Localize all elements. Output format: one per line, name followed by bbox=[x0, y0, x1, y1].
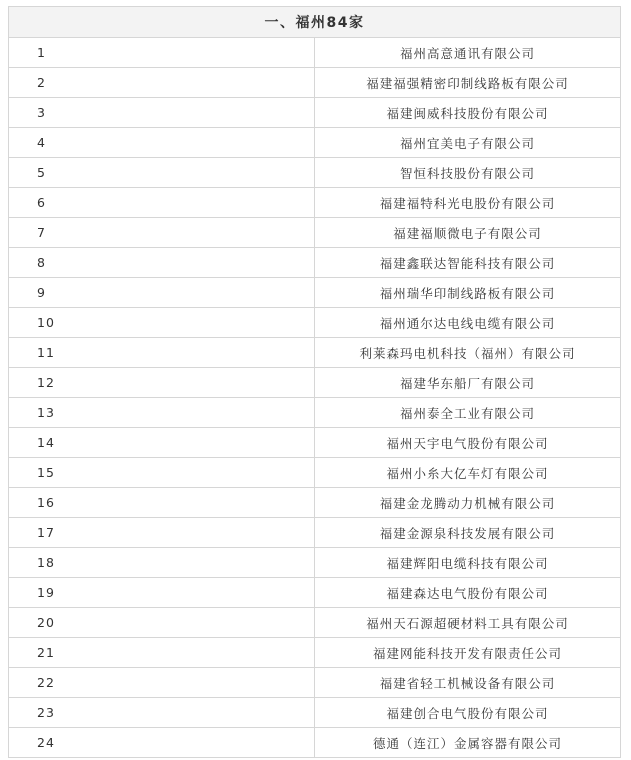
table-row bbox=[9, 218, 621, 248]
row-number: 10 bbox=[9, 308, 315, 338]
company-name: 智恒科技股份有限公司 bbox=[315, 158, 621, 188]
company-name: 福州高意通讯有限公司 bbox=[315, 38, 621, 68]
company-name: 利莱森玛电机科技（福州）有限公司 bbox=[315, 338, 621, 368]
table-row bbox=[9, 308, 621, 338]
table-row bbox=[9, 68, 621, 98]
row-number: 18 bbox=[9, 548, 315, 578]
table-row bbox=[9, 368, 621, 398]
row-number: 21 bbox=[9, 638, 315, 668]
table-row bbox=[9, 578, 621, 608]
row-number: 7 bbox=[9, 218, 315, 248]
company-name: 福建福强精密印制线路板有限公司 bbox=[315, 68, 621, 98]
row-number: 5 bbox=[9, 158, 315, 188]
company-name: 福州天宇电气股份有限公司 bbox=[315, 428, 621, 458]
company-name: 福建省轻工机械设备有限公司 bbox=[315, 668, 621, 698]
company-name: 德通（连江）金属容器有限公司 bbox=[315, 728, 621, 758]
company-name: 福建网能科技开发有限责任公司 bbox=[315, 638, 621, 668]
title-row bbox=[9, 7, 621, 38]
table-row bbox=[9, 398, 621, 428]
table-row bbox=[9, 98, 621, 128]
table-row bbox=[9, 158, 621, 188]
company-name: 福建森达电气股份有限公司 bbox=[315, 578, 621, 608]
company-name: 福州瑞华印制线路板有限公司 bbox=[315, 278, 621, 308]
row-number: 14 bbox=[9, 428, 315, 458]
row-number: 15 bbox=[9, 458, 315, 488]
company-name: 福建福特科光电股份有限公司 bbox=[315, 188, 621, 218]
company-name: 福州小糸大亿车灯有限公司 bbox=[315, 458, 621, 488]
table-row bbox=[9, 338, 621, 368]
row-number: 16 bbox=[9, 488, 315, 518]
table-row bbox=[9, 488, 621, 518]
row-number: 12 bbox=[9, 368, 315, 398]
company-name: 福建创合电气股份有限公司 bbox=[315, 698, 621, 728]
table-row bbox=[9, 608, 621, 638]
row-number: 23 bbox=[9, 698, 315, 728]
table-row bbox=[9, 38, 621, 68]
company-name: 福州通尔达电线电缆有限公司 bbox=[315, 308, 621, 338]
company-table bbox=[8, 6, 621, 758]
row-number: 17 bbox=[9, 518, 315, 548]
table-row bbox=[9, 278, 621, 308]
table-row bbox=[9, 248, 621, 278]
row-number: 11 bbox=[9, 338, 315, 368]
row-number: 8 bbox=[9, 248, 315, 278]
company-list bbox=[8, 6, 621, 758]
table-row bbox=[9, 548, 621, 578]
company-name: 福建福顺微电子有限公司 bbox=[315, 218, 621, 248]
row-number: 13 bbox=[9, 398, 315, 428]
company-name: 福建鑫联达智能科技有限公司 bbox=[315, 248, 621, 278]
company-name: 福州天石源超硬材料工具有限公司 bbox=[315, 608, 621, 638]
row-number: 24 bbox=[9, 728, 315, 758]
table-row bbox=[9, 698, 621, 728]
company-name: 福建辉阳电缆科技有限公司 bbox=[315, 548, 621, 578]
row-number: 9 bbox=[9, 278, 315, 308]
table-row bbox=[9, 128, 621, 158]
row-number: 4 bbox=[9, 128, 315, 158]
row-number: 2 bbox=[9, 68, 315, 98]
table-row bbox=[9, 518, 621, 548]
row-number: 22 bbox=[9, 668, 315, 698]
table-row bbox=[9, 668, 621, 698]
table-row bbox=[9, 428, 621, 458]
table-row bbox=[9, 728, 621, 758]
table-title: 一、福州84家 bbox=[9, 7, 621, 38]
row-number: 20 bbox=[9, 608, 315, 638]
company-name: 福建华东船厂有限公司 bbox=[315, 368, 621, 398]
company-name: 福州宜美电子有限公司 bbox=[315, 128, 621, 158]
company-name: 福建金龙腾动力机械有限公司 bbox=[315, 488, 621, 518]
company-name: 福建闽威科技股份有限公司 bbox=[315, 98, 621, 128]
table-row bbox=[9, 458, 621, 488]
table-row bbox=[9, 188, 621, 218]
row-number: 6 bbox=[9, 188, 315, 218]
row-number: 1 bbox=[9, 38, 315, 68]
row-number: 3 bbox=[9, 98, 315, 128]
company-name: 福建金源泉科技发展有限公司 bbox=[315, 518, 621, 548]
row-number: 19 bbox=[9, 578, 315, 608]
table-row bbox=[9, 638, 621, 668]
company-name: 福州泰全工业有限公司 bbox=[315, 398, 621, 428]
